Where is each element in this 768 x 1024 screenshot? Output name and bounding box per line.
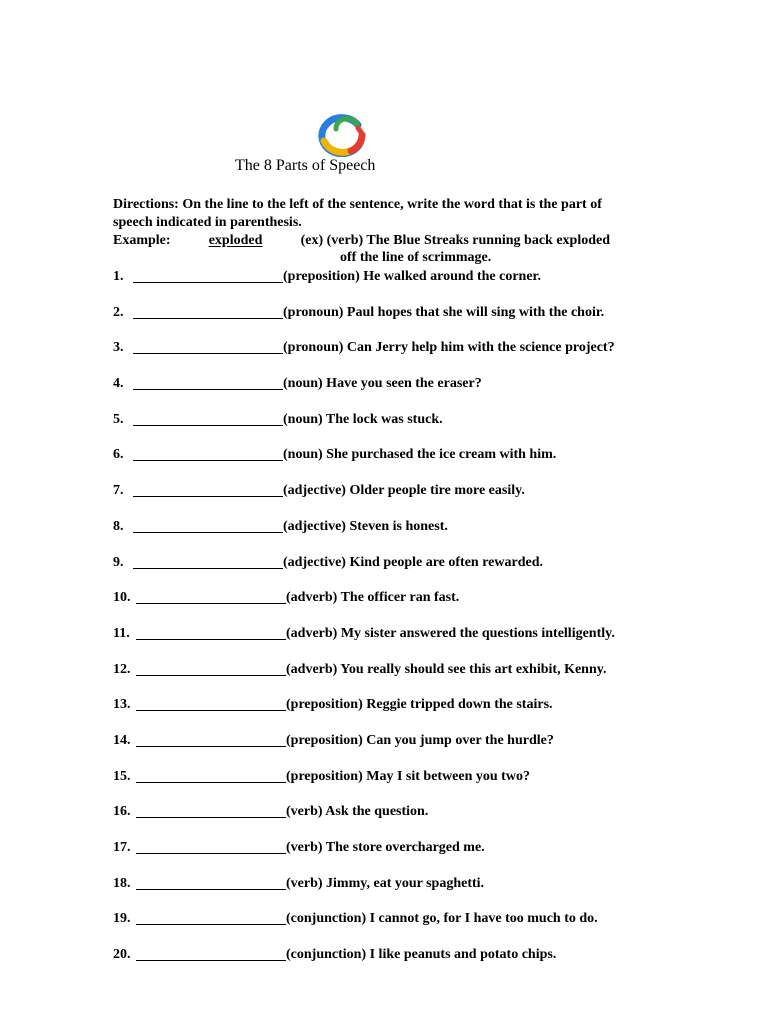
answer-blank[interactable] bbox=[133, 375, 283, 390]
question-text: (preposition) May I sit between you two? bbox=[286, 768, 530, 784]
answer-blank[interactable] bbox=[136, 696, 286, 711]
answer-blank[interactable] bbox=[136, 732, 286, 747]
question-item bbox=[113, 696, 615, 732]
question-number: 6. bbox=[113, 447, 124, 463]
question-list bbox=[113, 268, 615, 982]
question-text: (noun) The lock was stuck. bbox=[283, 411, 443, 427]
question-item bbox=[113, 768, 615, 804]
question-number: 17. bbox=[113, 840, 131, 855]
answer-blank[interactable] bbox=[133, 518, 283, 533]
question-number: 7. bbox=[113, 483, 124, 499]
question-number: 16. bbox=[113, 804, 131, 820]
example bbox=[113, 232, 610, 250]
answer-blank[interactable] bbox=[133, 339, 283, 354]
answer-blank[interactable] bbox=[136, 839, 286, 854]
question-text: (preposition) Can you jump over the hurdle? bbox=[286, 732, 554, 748]
question-text: (adjective) Older people tire more easily. bbox=[283, 483, 525, 499]
question-text: (conjunction) I cannot go, for I have too much to do. bbox=[286, 911, 598, 927]
logo-icon bbox=[314, 111, 368, 157]
question-number: 1. bbox=[113, 269, 124, 284]
question-number: 5. bbox=[113, 411, 124, 427]
question-item bbox=[113, 732, 615, 768]
question-item bbox=[113, 803, 615, 839]
question-text: (verb) The store overcharged me. bbox=[286, 840, 485, 855]
answer-blank[interactable] bbox=[133, 411, 283, 426]
question-number: 2. bbox=[113, 304, 124, 320]
question-item bbox=[113, 875, 615, 911]
question-text: (verb) Jimmy, eat your spaghetti. bbox=[286, 875, 485, 891]
question-text: (verb) Ask the question. bbox=[286, 804, 429, 820]
question-number: 11. bbox=[113, 625, 130, 641]
question-text: (preposition) He walked around the corner. bbox=[283, 269, 541, 284]
question-number: 19. bbox=[113, 911, 131, 927]
answer-blank[interactable] bbox=[136, 661, 286, 676]
question-item bbox=[113, 518, 615, 554]
question-text: (adjective) Kind people are often rewarded. bbox=[283, 554, 543, 570]
question-number: 20. bbox=[113, 947, 131, 963]
question-text: (noun) She purchased the ice cream with him. bbox=[283, 447, 557, 463]
page-title: The 8 Parts of Speech bbox=[235, 157, 376, 174]
example-text-continued: off the line of scrimmage. bbox=[340, 250, 492, 265]
example-label: Example: bbox=[113, 233, 171, 248]
answer-blank[interactable] bbox=[136, 803, 286, 818]
directions-line-1: Directions: On the line to the left of the sentence, write the word that is the part of bbox=[113, 197, 602, 212]
answer-blank[interactable] bbox=[133, 446, 283, 461]
answer-blank[interactable] bbox=[133, 304, 283, 319]
example-text: (ex) (verb) The Blue Streaks running back exploded bbox=[300, 233, 611, 248]
question-number: 3. bbox=[113, 340, 124, 356]
answer-blank[interactable] bbox=[136, 589, 286, 604]
answer-blank[interactable] bbox=[136, 768, 286, 783]
answer-blank[interactable] bbox=[136, 910, 286, 925]
question-item bbox=[113, 482, 615, 518]
question-number: 18. bbox=[113, 875, 131, 891]
question-number: 4. bbox=[113, 376, 124, 392]
directions bbox=[113, 196, 602, 232]
example-answer: exploded bbox=[208, 233, 263, 248]
question-item bbox=[113, 589, 615, 625]
question-item bbox=[113, 411, 615, 447]
question-text: (preposition) Reggie tripped down the stairs. bbox=[286, 697, 553, 713]
question-number: 15. bbox=[113, 768, 131, 784]
question-text: (adjective) Steven is honest. bbox=[283, 518, 448, 534]
question-item bbox=[113, 375, 615, 411]
question-item bbox=[113, 625, 615, 661]
answer-blank[interactable] bbox=[136, 875, 286, 890]
answer-blank[interactable] bbox=[133, 482, 283, 497]
answer-blank[interactable] bbox=[133, 268, 283, 283]
question-item bbox=[113, 839, 615, 875]
directions-line-2: speech indicated in parenthesis. bbox=[113, 215, 302, 230]
question-item bbox=[113, 946, 615, 982]
question-item bbox=[113, 339, 615, 375]
question-number: 13. bbox=[113, 697, 131, 713]
answer-blank[interactable] bbox=[136, 625, 286, 640]
question-number: 12. bbox=[113, 661, 131, 677]
question-item bbox=[113, 446, 615, 482]
question-number: 8. bbox=[113, 518, 124, 534]
question-number: 10. bbox=[113, 590, 131, 606]
answer-blank[interactable] bbox=[136, 946, 286, 961]
question-text: (pronoun) Can Jerry help him with the science project? bbox=[283, 340, 615, 356]
question-item bbox=[113, 661, 615, 697]
question-text: (noun) Have you seen the eraser? bbox=[283, 376, 482, 392]
answer-blank[interactable] bbox=[133, 554, 283, 569]
question-item bbox=[113, 304, 615, 340]
question-text: (adverb) The officer ran fast. bbox=[286, 590, 460, 606]
question-item bbox=[113, 554, 615, 590]
question-item bbox=[113, 910, 615, 946]
question-text: (adverb) My sister answered the questions intelligently. bbox=[286, 625, 615, 641]
question-item bbox=[113, 268, 615, 304]
question-number: 9. bbox=[113, 554, 124, 570]
question-text: (pronoun) Paul hopes that she will sing with the choir. bbox=[283, 304, 605, 320]
question-text: (conjunction) I like peanuts and potato chips. bbox=[286, 947, 557, 963]
question-number: 14. bbox=[113, 732, 131, 748]
question-text: (adverb) You really should see this art exhibit, Kenny. bbox=[286, 661, 607, 677]
